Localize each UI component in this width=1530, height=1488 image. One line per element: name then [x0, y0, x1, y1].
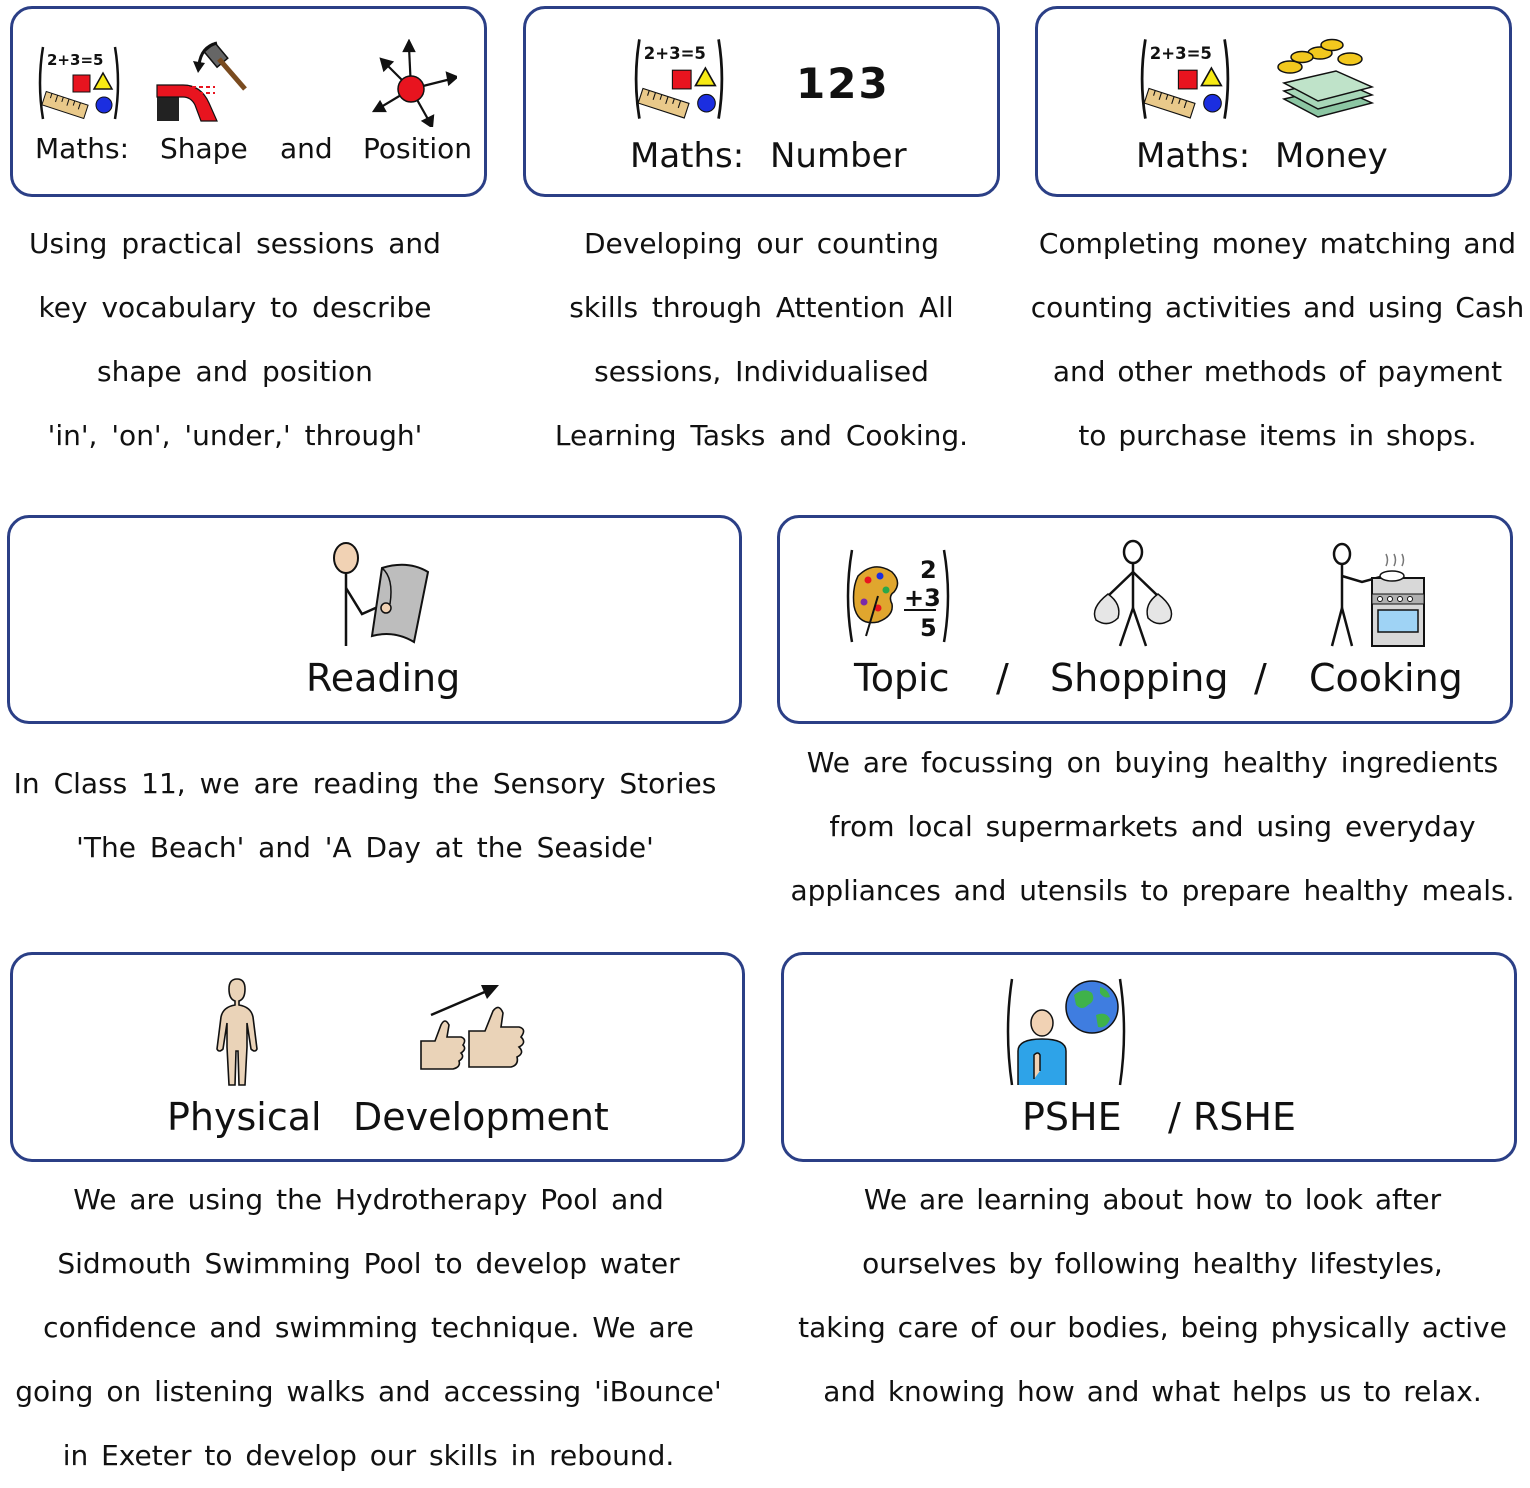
description-line: We are learning about how to look after	[863, 1183, 1442, 1216]
description-line: counting activities and using Cash	[1030, 291, 1525, 324]
money-icon	[1276, 37, 1376, 121]
cooking-person-icon	[1328, 542, 1428, 650]
maths-shape-description	[0, 212, 470, 468]
maths-equation-label: 2+3=5	[643, 44, 706, 64]
cooking-word: Cooking	[1309, 656, 1463, 700]
description-line: Developing our counting	[583, 227, 940, 260]
reading-word: Reading	[306, 656, 461, 700]
physical-word: Physical	[167, 1095, 322, 1139]
pshe-globe-person-icon	[1004, 975, 1130, 1089]
maths-word: Maths:	[1136, 136, 1251, 176]
description-line: We are focussing on buying healthy ingredients	[806, 746, 1499, 779]
description-line: shape and position	[97, 355, 373, 388]
physical-development-card	[10, 952, 745, 1162]
description-line: going on listening walks and accessing 'iBounce'	[15, 1375, 722, 1408]
maths-icon	[35, 43, 123, 123]
maths-word: Maths:	[630, 136, 745, 176]
body-icon	[211, 977, 263, 1089]
description-line: skills through Attention All	[569, 291, 954, 324]
pshe-word: PSHE	[1022, 1095, 1122, 1139]
separator-slash: /	[1254, 656, 1267, 700]
description-line: We are using the Hydrotherapy Pool and	[73, 1183, 664, 1216]
maths-number-description	[520, 212, 1003, 468]
maths-shape-card	[10, 6, 487, 197]
description-line: In Class 11, we are reading the Sensory Stories	[13, 767, 717, 800]
description-line: in Exeter to develop our skills in rebound.	[62, 1439, 675, 1472]
topic-sum-plus-3: +3	[904, 584, 941, 612]
rshe-word: / RSHE	[1168, 1095, 1296, 1139]
shopping-person-icon	[1086, 538, 1180, 650]
description-line: confidence and swimming technique. We are	[43, 1311, 694, 1344]
description-line: taking care of our bodies, being physically active	[798, 1311, 1507, 1344]
description-line: key vocabulary to describe	[38, 291, 432, 324]
reading-person-icon	[328, 538, 432, 648]
maths-word: Maths:	[35, 132, 130, 165]
description-line: appliances and utensils to prepare healthy meals.	[790, 874, 1515, 907]
maths-equation-label: 2+3=5	[1149, 44, 1212, 64]
money-word: Money	[1275, 136, 1388, 176]
description-line: and other methods of payment	[1052, 355, 1503, 388]
description-line: 'The Beach' and 'A Day at the Seaside'	[76, 831, 654, 864]
position-word: Position	[363, 132, 473, 165]
maths-number-card	[523, 6, 1000, 197]
maths-equation-label: 2+3=5	[47, 51, 104, 69]
description-line: from local supermarkets and using everyday	[829, 810, 1476, 843]
physical-description	[0, 1168, 737, 1488]
number-word: Number	[770, 136, 907, 176]
topic-word: Topic	[854, 656, 950, 700]
description-line: Sidmouth Swimming Pool to develop water	[57, 1247, 680, 1280]
maths-money-card	[1035, 6, 1512, 197]
development-word: Development	[353, 1095, 609, 1139]
topic-description	[775, 731, 1530, 923]
maths-money-description	[1020, 212, 1530, 468]
reading-card	[7, 515, 742, 724]
topic-sum-2: 2	[920, 556, 937, 584]
description-line: and knowing how and what helps us to relax.	[823, 1375, 1482, 1408]
maths-icon	[1136, 35, 1234, 123]
description-line: Using practical sessions and	[29, 227, 441, 260]
topic-shopping-cooking-card	[777, 515, 1513, 724]
shape-word: Shape	[160, 132, 248, 165]
description-line: to purchase items in shops.	[1078, 419, 1477, 452]
topic-sum-5: 5	[920, 614, 937, 642]
description-line: 'in', 'on', 'under,' through'	[47, 419, 423, 452]
description-line: Learning Tasks and Cooking.	[554, 419, 969, 452]
description-line: Completing money matching and	[1038, 227, 1517, 260]
shopping-word: Shopping	[1050, 656, 1229, 700]
pshe-description	[775, 1168, 1530, 1424]
separator-slash: /	[996, 656, 1009, 700]
pshe-rshe-card	[781, 952, 1517, 1162]
reading-description	[0, 752, 730, 880]
and-word: and	[280, 132, 333, 165]
description-line: ourselves by following healthy lifestyles,	[862, 1247, 1443, 1280]
hammer-bend-icon	[155, 41, 250, 123]
position-arrows-icon	[369, 39, 457, 127]
description-line: sessions, Individualised	[594, 355, 929, 388]
maths-icon	[630, 35, 728, 123]
number-icon: 123	[796, 59, 890, 108]
thumbs-up-progress-icon	[415, 981, 535, 1081]
